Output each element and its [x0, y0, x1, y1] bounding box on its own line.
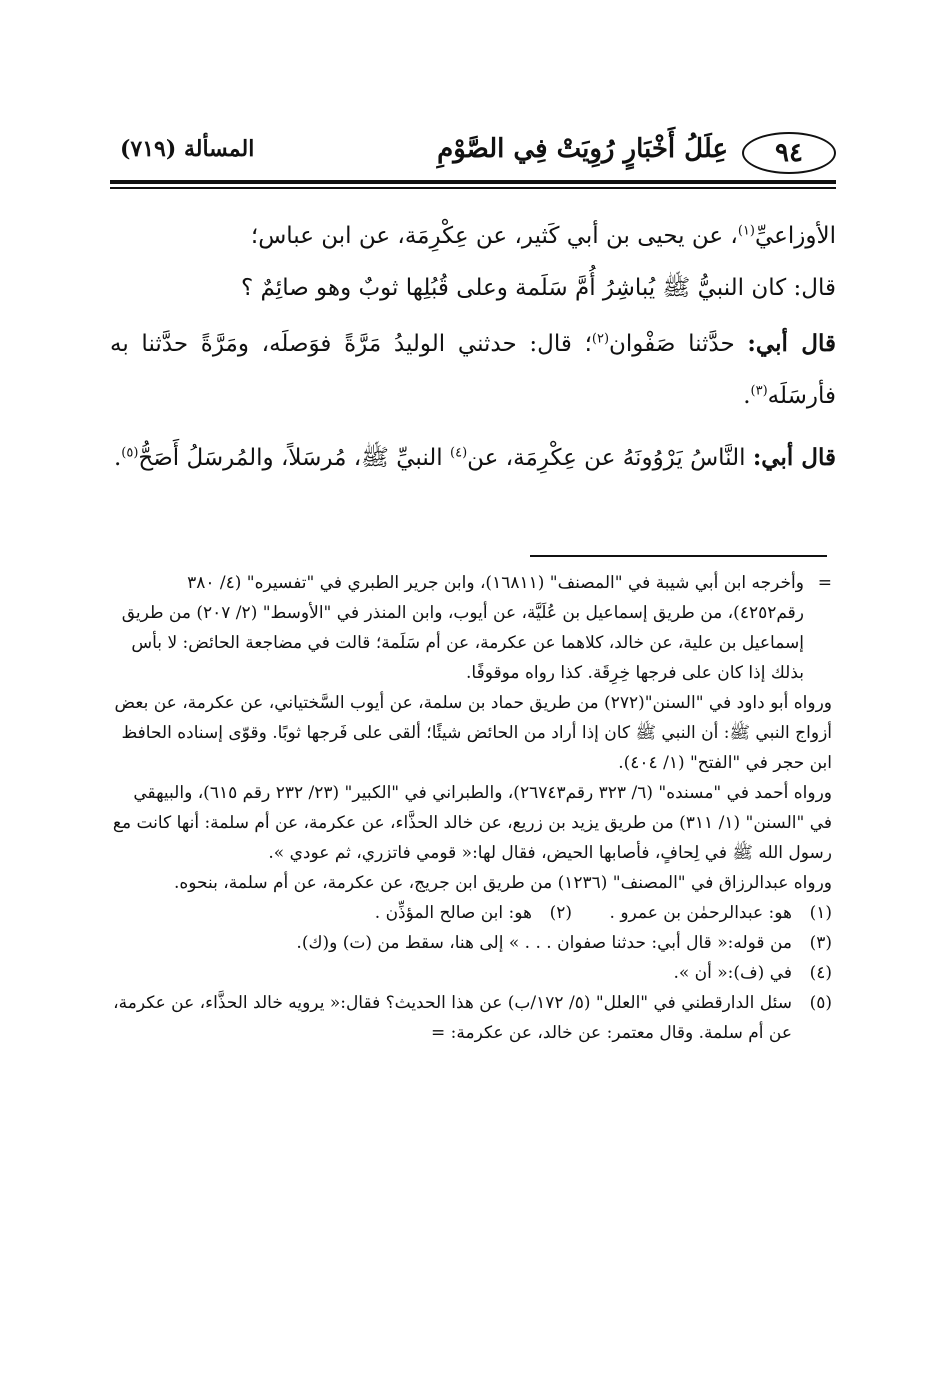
text-run: ، عن يحيى بن أبي كَثير، عن عِكْرِمَة، عن ابن عباس؛ [250, 223, 738, 249]
footnote-number: (١) [809, 903, 832, 923]
paragraph-3-text [110, 432, 836, 484]
footnote-text: وأخرجه ابن أبي شيبة في "المصنف" (١٦٨١١)، وابن جرير الطبري في "تفسيره" (٤/ ٣٨٠ رقم٤٢٥٢)، من طريق إسماعيل بن عُلَيَّة، عن أيوب، وابن المنذر في "الأوسط" (٢/ ٢٠٧) من طريق إسماعيل بن علية، عن خالد، كلاهما عن عكرمة، عن أم سَلَمة؛ قالت في مضاجعة الحائض: لا بأس بذلك إذا كان على فرجها خِرِقَة. كذا رواه موقوفًا. [121, 573, 804, 683]
footnote-text: من قوله:« قال أبي: حدثنا صفوان . . . » إلى هنا، سقط من (ت) و(ك). [296, 933, 792, 953]
paragraph-1-line-1 [110, 210, 836, 262]
footnote-paragraph: ورواه أبو داود في "السنن"(٢٧٢) من طريق حماد بن سلمة، عن أيوب السَّختياني، عن عكرمة، عن بعض أزواج النبي ﷺ: أن النبي ﷺ كان إذا أراد من الحائض شيئًا؛ ألقى على فَرجها ثوبًا. وقوّى إسناده الحافظ ابن حجر في "الفتح" (١/ ٤٠٤). [114, 693, 832, 773]
footnote-marker: (٢) [591, 331, 610, 347]
footnote-number: (٢) [549, 903, 572, 923]
paragraph-2 [110, 318, 836, 422]
paragraph-2-text [110, 318, 836, 422]
footnote-text: هو: عبدالرحمٰن بن عمرو . [609, 903, 792, 923]
footnote-separator [530, 555, 827, 557]
text-run: . [743, 383, 751, 409]
footnote-4 [110, 958, 832, 988]
footnote-number: (٣) [809, 933, 832, 953]
paragraph-3 [110, 432, 836, 484]
book-title: عِلَلُ أَخْبَارٍ رُوِيَتْ فِي الصَّوْمِ [437, 134, 728, 164]
footnote-2 [312, 898, 572, 928]
paragraph-1 [110, 210, 836, 314]
text-run: ؛ قال: حدثني الوليدُ مَرَّةً فوَصلَه، ومَرَّةً حدَّثنا به فأرسَلَه [110, 331, 836, 409]
text-run: . [113, 445, 122, 471]
speaker-label: قال أبي: [747, 330, 836, 357]
footnote-text: في (ف):« أن ». [673, 963, 792, 983]
text-run: الأوزاعيِّ [754, 223, 836, 249]
speaker-label: قال أبي: [752, 444, 836, 471]
page-number: ٩٤ [742, 132, 836, 174]
footnote-marker: (٤) [450, 445, 468, 461]
footnote-5 [110, 988, 832, 1048]
footnote-marker: (٣) [750, 383, 768, 399]
header-rule-thin [110, 187, 836, 189]
footnote-paragraph: ورواه أحمد في "مسنده" (٦/ ٣٢٣ رقم٢٦٧٤٣)، والطبراني في "الكبير" (٢٣/ ٢٣٢ رقم ٦١٥)، والبيهقي في "السنن" (١/ ٣١١) من طريق يزيد بن زريع، عن خالد الحذَّاء، عن عكرمة، عن أم سلمة: أنها كانت مع رسول الله ﷺ في لِحافٍ، فأصابها الحيض، فقال لها:« قومي فاتزري، ثم عودي ». [112, 783, 832, 863]
footnote-1 [572, 898, 832, 928]
text-run: حدَّثنا صَفْوان [609, 331, 748, 357]
footnote-number: (٥) [809, 993, 832, 1013]
footnote-pair [110, 898, 832, 928]
continuation-mark: = [817, 573, 832, 593]
footnote-continuation [110, 568, 832, 688]
paragraph-1-line-2: قال: كان النبيُّ ﷺ يُباشِرُ أُمَّ سَلَمة وعلى قُبُلِها ثوبٌ وهو صائِمٌ ؟ [240, 275, 836, 301]
issue-label: المسألة (٧١٩) [120, 136, 255, 162]
footnote-marker: (١) [737, 223, 755, 239]
footnote-3 [110, 928, 832, 958]
footnote-text: سئل الدارقطني في "العلل" (٥/ ١٧٢/ب) عن هذا الحديث؟ فقال:« يرويه خالد الحذَّاء، عن عكرمة، عن أم سلمة. وقال معتمر: عن خالد، عن عكرمة: = [113, 993, 792, 1043]
footnotes [110, 568, 832, 1048]
footnote-marker: (٥) [121, 445, 139, 461]
footnote-number: (٤) [809, 963, 832, 983]
text-run: النَّاسُ يَرْوُونَهُ عن عِكْرِمَة، عن [467, 445, 753, 471]
header-rule-thick [110, 180, 836, 184]
footnote-paragraph: ورواه عبدالرزاق في "المصنف" (١٢٣٦) من طريق ابن جريج، عن عكرمة، عن أم سلمة، بنحوه. [173, 873, 832, 893]
text-run: النبيِّ ﷺ، مُرسَلاً، والمُرسَلُ أَصَحُّ [138, 445, 450, 471]
page-header [110, 128, 836, 178]
footnote-text: هو: ابن صالح المؤذِّن . [374, 903, 532, 923]
